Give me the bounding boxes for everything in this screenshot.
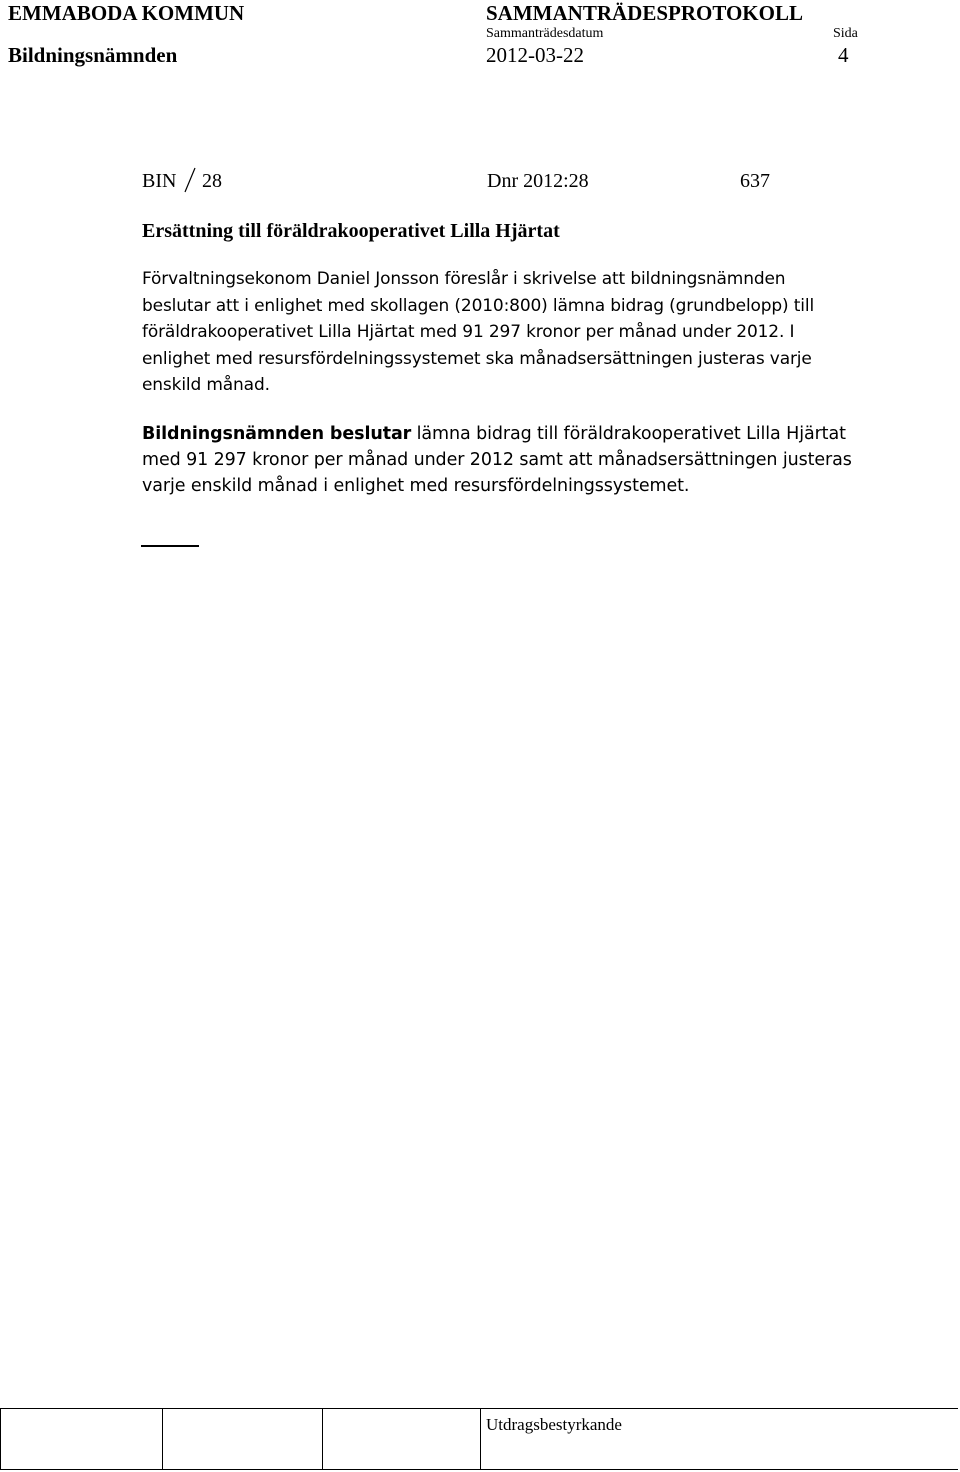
decision-line: med 91 297 kronor per månad under 2012 samt att månadsersättningen justeras xyxy=(142,450,852,470)
page-label: Sida xyxy=(833,26,858,41)
page-number: 4 xyxy=(838,43,849,67)
date-label: Sammanträdesdatum xyxy=(486,26,604,41)
committee-name: Bildningsnämnden xyxy=(8,43,178,67)
paragraph-line: enskild månad. xyxy=(142,375,270,395)
case-dnr: Dnr 2012:28 xyxy=(487,170,589,192)
end-rule xyxy=(141,545,199,547)
case-bin-prefix: BIN xyxy=(142,170,177,192)
document-title: Ersättning till föräldrakooperativet Lilla Hjärtat xyxy=(142,220,560,242)
case-code: 637 xyxy=(740,170,770,192)
background-paragraph xyxy=(142,266,842,399)
signature-box xyxy=(163,1409,323,1469)
decision-paragraph xyxy=(142,421,862,499)
paragraph-line: beslutar att i enlighet med skollagen (2010:800) lämna bidrag (grundbelopp) till xyxy=(142,295,815,316)
case-bin-number: 28 xyxy=(202,170,222,192)
paragraph-line: enlighet med resursfördelningssystemet ska månadsersättningen justeras varje xyxy=(142,348,812,369)
municipality-name: EMMABODA KOMMUN xyxy=(8,1,245,25)
decision-line1-rest: lämna bidrag till föräldrakooperativet Lilla Hjärtat xyxy=(411,424,846,444)
decision-line: varje enskild månad i enlighet med resursfördelningssystemet. xyxy=(142,476,690,496)
paragraph-line: Förvaltningsekonom Daniel Jonsson föreslår i skrivelse att bildningsnämnden xyxy=(142,269,786,289)
footer-certification-label: Utdragsbestyrkande xyxy=(486,1415,622,1434)
decision-line xyxy=(142,421,862,447)
footer-signature-boxes xyxy=(0,1408,958,1470)
meeting-date: 2012-03-22 xyxy=(486,43,584,67)
signature-box xyxy=(1,1409,163,1469)
paragraph-section-icon xyxy=(182,166,198,194)
paragraph-line: föräldrakooperativet Lilla Hjärtat med 91 297 kronor per månad under 2012. I xyxy=(142,322,795,342)
signature-box xyxy=(323,1409,481,1469)
protocol-title: SAMMANTRÄDESPROTOKOLL xyxy=(486,1,803,25)
decision-lead: Bildningsnämnden beslutar xyxy=(142,424,412,444)
